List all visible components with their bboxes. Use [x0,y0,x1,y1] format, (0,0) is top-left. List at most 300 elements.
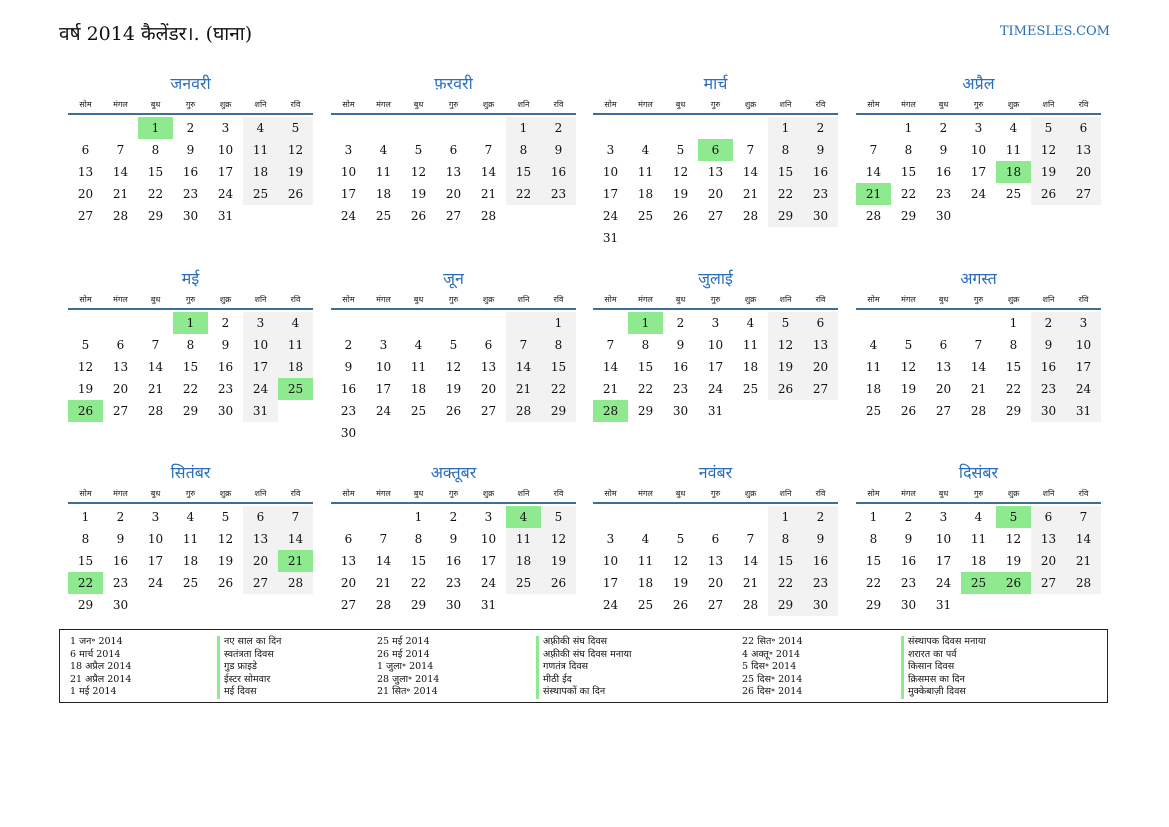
day-cell: 18 [410,382,427,396]
holiday-day: 1 [628,312,663,334]
day-cell: 1 [768,506,803,528]
empty-cell [103,117,138,139]
weekday-label: गुरु [448,100,459,109]
empty-cell [663,506,698,528]
day-cell: 26 [445,404,462,418]
holiday-day: 6 [698,139,733,161]
day-cell: 26 [672,598,689,612]
day-cell: 14 [278,528,313,550]
empty-cell [401,117,436,139]
empty-cell [628,117,663,139]
day-cell: 15 [147,165,164,179]
month-calendar [331,266,576,444]
page-title: वर्ष 2014 कैलेंडर।. (घाना) [59,23,253,45]
day-cell: 7 [278,506,313,528]
weekday-label: गुरु [710,100,721,109]
day-cell: 31 [243,400,278,422]
day-grid [856,312,1101,422]
day-cell: 11 [637,554,654,568]
day-cell: 12 [217,532,234,546]
day-cell: 4 [641,532,650,546]
header-rule [68,502,313,504]
day-cell: 29 [768,594,803,616]
weekday-header [856,486,1101,502]
legend-dates-3 [742,636,803,699]
day-cell: 22 [637,382,654,396]
day-cell: 5 [414,143,423,157]
holiday-day: 26 [68,400,103,422]
header-rule [593,308,838,310]
day-cell: 9 [803,528,838,550]
day-cell: 17 [147,554,164,568]
day-cell: 17 [602,187,619,201]
month-calendar [68,460,313,616]
empty-cell [856,117,891,139]
day-cell: 12 [445,360,462,374]
empty-cell [366,312,401,334]
day-cell: 6 [1031,506,1066,528]
weekday-header [856,292,1101,308]
empty-cell [663,117,698,139]
day-cell: 5 [449,338,458,352]
day-cell: 17 [707,360,724,374]
day-cell: 7 [151,338,160,352]
day-cell: 5 [221,510,230,524]
weekday-label: शनि [254,295,267,304]
day-cell: 20 [707,187,724,201]
empty-cell [733,117,768,139]
legend-date: 1 जन॰ 2014 [70,636,123,647]
day-cell: 10 [217,143,234,157]
weekday-label: रवि [290,100,301,109]
month-calendar [856,460,1101,616]
day-cell: 13 [77,165,94,179]
day-grid [68,312,313,422]
day-cell: 29 [147,209,164,223]
day-cell: 22 [768,183,803,205]
legend-holiday: संस्थापकों का दिन [543,686,606,698]
day-cell: 31 [602,231,619,245]
day-cell: 13 [803,334,838,356]
day-cell: 14 [865,165,882,179]
day-cell: 12 [672,554,689,568]
day-grid [331,312,576,444]
legend-holiday: स्वतंत्रता दिवस [224,648,274,660]
day-cell: 28 [742,598,759,612]
day-cell: 2 [939,121,948,135]
weekday-label: सोम [79,489,92,498]
weekday-label: मंगल [376,100,391,109]
month-name: मार्च [703,74,728,93]
header-rule [331,502,576,504]
day-cell: 9 [116,532,125,546]
day-cell: 14 [147,360,164,374]
weekday-label: बुध [413,295,424,304]
day-cell: 27 [112,404,129,418]
day-cell: 14 [480,165,497,179]
day-cell: 8 [869,532,878,546]
day-cell: 17 [935,554,952,568]
weekday-header [593,292,838,308]
weekday-label: बुध [150,295,161,304]
day-cell: 10 [935,532,952,546]
legend-dates-2 [377,636,439,699]
day-cell: 10 [243,334,278,356]
day-cell: 20 [480,382,497,396]
day-cell: 14 [1066,528,1101,550]
day-cell: 20 [243,550,278,572]
legend-date: 28 जुला॰ 2014 [377,673,440,685]
day-cell: 1 [869,510,878,524]
weekday-label: रवि [290,489,301,498]
day-cell: 22 [410,576,427,590]
month-name: दिसंबर [958,463,999,482]
month-calendar [331,71,576,227]
day-cell: 27 [340,598,357,612]
day-cell: 25 [637,209,654,223]
day-cell: 3 [151,510,160,524]
day-cell: 9 [1031,334,1066,356]
day-cell: 12 [1031,139,1066,161]
holiday-day: 5 [996,506,1031,528]
day-cell: 14 [112,165,129,179]
month-calendar [593,460,838,616]
day-grid [856,117,1101,227]
weekday-label: मंगल [901,489,916,498]
day-cell: 29 [1005,404,1022,418]
day-cell: 14 [742,165,759,179]
day-cell: 17 [970,165,987,179]
weekday-label: बुध [413,489,424,498]
weekday-label: शनि [517,100,530,109]
day-cell: 29 [865,598,882,612]
day-cell: 18 [506,550,541,572]
weekday-label: गुरु [973,295,984,304]
day-cell: 19 [410,187,427,201]
day-cell: 31 [1066,400,1101,422]
day-cell: 16 [541,161,576,183]
header-rule [331,308,576,310]
day-cell: 10 [707,338,724,352]
day-cell: 18 [375,187,392,201]
day-cell: 6 [116,338,125,352]
day-cell: 6 [243,506,278,528]
day-cell: 22 [541,378,576,400]
weekday-label: शनि [779,489,792,498]
weekday-label: गुरु [185,489,196,498]
weekday-label: शनि [254,100,267,109]
day-cell: 30 [935,209,952,223]
weekday-label: सोम [342,489,355,498]
legend-holiday: किसान दिवस [908,661,955,673]
month-name: अगस्त [960,269,997,288]
legend-date: 1 जुला॰ 2014 [377,661,434,673]
holiday-day: 21 [856,183,891,205]
day-cell: 11 [506,528,541,550]
weekday-label: मंगल [113,100,128,109]
header-rule [68,113,313,115]
day-cell: 29 [77,598,94,612]
day-cell: 14 [742,554,759,568]
weekday-header [331,486,576,502]
day-cell: 22 [900,187,917,201]
weekday-label: मंगल [638,100,653,109]
weekday-label: मंगल [113,489,128,498]
day-cell: 24 [147,576,164,590]
day-cell: 17 [602,576,619,590]
month-name: जून [443,269,464,288]
weekday-label: मंगल [901,100,916,109]
day-cell: 19 [541,550,576,572]
day-cell: 21 [147,382,164,396]
day-grid [856,506,1101,616]
day-cell: 21 [480,187,497,201]
day-cell: 17 [340,187,357,201]
empty-cell [366,117,401,139]
day-cell: 3 [484,510,493,524]
day-cell: 16 [672,360,689,374]
day-cell: 3 [243,312,278,334]
day-cell: 24 [707,382,724,396]
day-cell: 8 [904,143,913,157]
day-cell: 8 [81,532,90,546]
empty-cell [138,312,173,334]
day-cell: 23 [541,183,576,205]
legend-date: 18 अप्रैल 2014 [70,661,132,673]
day-cell: 8 [1009,338,1018,352]
day-cell: 26 [1031,183,1066,205]
legend-date: 25 मई 2014 [377,636,430,647]
day-cell: 13 [480,360,497,374]
weekday-header [593,97,838,113]
day-cell: 16 [803,550,838,572]
weekday-label: शुक्र [482,489,495,498]
weekday-label: शुक्र [744,489,757,498]
day-cell: 24 [375,404,392,418]
empty-cell [506,312,541,334]
day-cell: 8 [151,143,160,157]
day-cell: 13 [707,554,724,568]
day-cell: 21 [602,382,619,396]
weekday-label: रवि [815,295,826,304]
empty-cell [698,506,733,528]
legend-holiday: मुक्केबाज़ी दिवस [908,686,966,698]
day-cell: 9 [939,143,948,157]
day-cell: 14 [602,360,619,374]
day-cell: 5 [676,532,685,546]
day-grid [331,117,576,227]
day-cell: 21 [1066,550,1101,572]
day-cell: 13 [112,360,129,374]
day-cell: 19 [900,382,917,396]
legend-date: 25 दिस॰ 2014 [742,673,803,685]
day-cell: 3 [379,338,388,352]
legend-names-1 [224,636,281,699]
weekday-label: सोम [867,489,880,498]
empty-cell [331,117,366,139]
day-cell: 2 [904,510,913,524]
day-cell: 12 [900,360,917,374]
day-cell: 25 [243,183,278,205]
day-cell: 1 [506,117,541,139]
weekday-label: शनि [1042,295,1055,304]
weekday-label: गुरु [973,489,984,498]
weekday-label: बुध [675,489,686,498]
weekday-label: सोम [342,100,355,109]
day-grid [593,506,838,616]
day-cell: 8 [641,338,650,352]
holiday-legend [59,629,1108,703]
day-cell: 16 [900,554,917,568]
empty-cell [401,312,436,334]
day-cell: 3 [606,143,615,157]
day-cell: 24 [970,187,987,201]
day-cell: 2 [676,316,685,330]
day-cell: 11 [970,532,987,546]
day-cell: 4 [186,510,195,524]
weekday-label: शनि [517,489,530,498]
day-cell: 18 [742,360,759,374]
day-cell: 17 [375,382,392,396]
day-cell: 31 [935,598,952,612]
day-cell: 28 [147,404,164,418]
day-cell: 28 [865,209,882,223]
site-link[interactable]: TIMESLES.COM [999,24,1110,39]
day-cell: 15 [865,554,882,568]
day-cell: 12 [77,360,94,374]
legend-holiday: अफ़्रीकी संघ दिवस [543,636,608,647]
day-cell: 30 [1031,400,1066,422]
weekday-label: मंगल [376,295,391,304]
day-cell: 11 [182,532,199,546]
weekday-label: मंगल [376,489,391,498]
weekday-label: सोम [604,489,617,498]
day-cell: 4 [278,312,313,334]
day-cell: 1 [768,117,803,139]
day-cell: 22 [1005,382,1022,396]
weekday-label: रवि [815,100,826,109]
day-cell: 30 [445,598,462,612]
legend-marker [217,636,220,699]
day-cell: 25 [1005,187,1022,201]
weekday-label: गुरु [973,100,984,109]
day-cell: 23 [1031,378,1066,400]
weekday-label: सोम [867,295,880,304]
holiday-day: 25 [278,378,313,400]
holiday-day: 18 [996,161,1031,183]
weekday-header [68,292,313,308]
day-cell: 21 [375,576,392,590]
day-cell: 16 [803,161,838,183]
month-name: जनवरी [170,74,211,93]
day-cell: 18 [865,382,882,396]
day-cell: 19 [1005,554,1022,568]
weekday-label: शनि [1042,489,1055,498]
day-cell: 24 [217,187,234,201]
weekday-label: गुरु [448,489,459,498]
day-cell: 24 [243,378,278,400]
day-cell: 5 [768,312,803,334]
empty-cell [733,506,768,528]
day-cell: 26 [278,183,313,205]
day-cell: 20 [1031,550,1066,572]
legend-holiday: नए साल का दिन [224,636,282,647]
day-cell: 20 [707,576,724,590]
day-cell: 12 [278,139,313,161]
day-cell: 25 [410,404,427,418]
day-cell: 7 [746,532,755,546]
day-cell: 26 [768,378,803,400]
day-cell: 12 [768,334,803,356]
empty-cell [628,506,663,528]
weekday-label: शुक्र [1007,295,1020,304]
day-cell: 15 [182,360,199,374]
day-cell: 19 [672,576,689,590]
day-cell: 9 [676,338,685,352]
weekday-label: गुरु [185,100,196,109]
legend-date: 26 दिस॰ 2014 [742,686,803,698]
day-cell: 30 [900,598,917,612]
day-cell: 19 [77,382,94,396]
day-cell: 11 [637,165,654,179]
day-cell: 13 [243,528,278,550]
day-cell: 19 [1031,161,1066,183]
legend-holiday: अफ़्रीकी संघ दिवस मनाया [543,648,632,660]
day-cell: 1 [1009,316,1018,330]
day-cell: 2 [803,117,838,139]
day-cell: 23 [340,404,357,418]
weekday-label: रवि [553,489,564,498]
day-cell: 15 [506,161,541,183]
day-cell: 23 [900,576,917,590]
day-cell: 2 [541,117,576,139]
day-cell: 16 [340,382,357,396]
day-cell: 28 [742,209,759,223]
header-rule [593,502,838,504]
day-cell: 15 [541,356,576,378]
weekday-label: शुक्र [219,295,232,304]
holiday-day: 26 [996,572,1031,594]
day-cell: 13 [707,165,724,179]
weekday-label: गुरु [448,295,459,304]
weekday-label: सोम [604,100,617,109]
weekday-label: रवि [553,100,564,109]
day-cell: 29 [637,404,654,418]
day-cell: 23 [217,382,234,396]
day-cell: 20 [445,187,462,201]
day-cell: 17 [1066,356,1101,378]
empty-cell [68,312,103,334]
day-cell: 27 [243,572,278,594]
header-rule [68,308,313,310]
day-cell: 27 [707,598,724,612]
day-cell: 30 [672,404,689,418]
month-name: अप्रैल [962,74,995,93]
legend-date: 5 दिस॰ 2014 [742,661,797,673]
day-cell: 12 [410,165,427,179]
legend-date: 6 मार्च 2014 [70,648,121,660]
day-cell: 31 [217,209,234,223]
day-cell: 5 [1031,117,1066,139]
day-cell: 15 [637,360,654,374]
day-cell: 30 [340,426,357,440]
day-cell: 3 [221,121,230,135]
day-cell: 23 [445,576,462,590]
day-cell: 29 [182,404,199,418]
day-cell: 20 [1066,161,1101,183]
weekday-label: बुध [938,295,949,304]
weekday-label: मंगल [638,489,653,498]
